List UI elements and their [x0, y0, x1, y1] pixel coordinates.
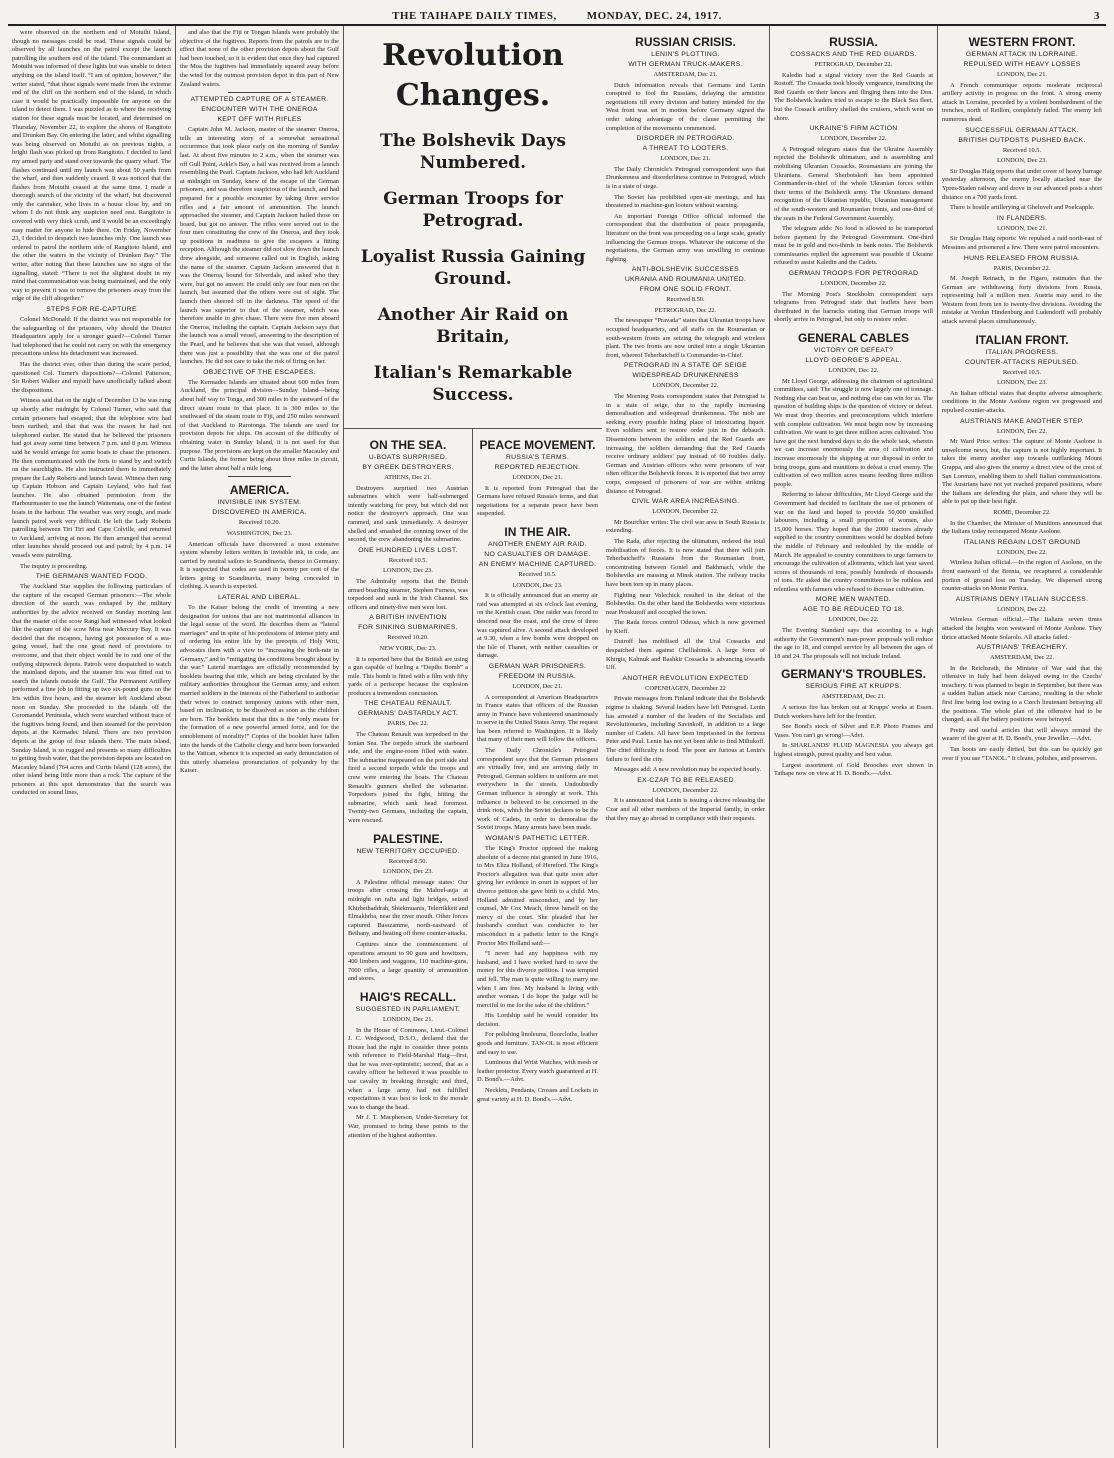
subheading: ITALIANS REGAIN LOST GROUND	[963, 538, 1081, 546]
dateline: LONDON, Dec 22.	[996, 427, 1048, 435]
dateline: LONDON, Dec 23.	[996, 157, 1048, 165]
divider	[228, 476, 292, 477]
received-time: Received 10.5.	[518, 570, 557, 578]
dateline: ATHENS, Dec 21.	[384, 474, 432, 481]
article-text: M. Joseph Reinach, in the Figaro, estimates that the German are withdrawing forty divisions from Russia, representing half a million men. Austria may send to the Western front from ten to twenty-five divisions. Avoiding the mistake at Verdun Hindenburg and Ludendorff will probably attack several places simultaneously.	[942, 275, 1102, 326]
received-time: Received 8.50.	[666, 296, 705, 304]
subheading: BRITISH OUTPOSTS PUSHED BACK.	[958, 136, 1086, 144]
subheading: OBJECTIVE OF THE ESCAPEES.	[203, 368, 316, 376]
column-5	[602, 26, 770, 1448]
dateline: LONDON, Dec 21.	[996, 71, 1048, 78]
subheading: A BRITISH INVENTION	[369, 614, 447, 622]
subheading: WOMAN'S PATHETIC LETTER.	[485, 835, 590, 842]
column-1	[8, 26, 176, 1448]
dateline: AMSTERDAM, Dec 22.	[990, 654, 1054, 662]
article-text: A Petrograd telegram states that the Ukraine Assembly rejected the Bolshevik ultimatum, and is assembling and mobilising Ukranian Cossacks. Roumanians are joining the Ukranians. General Sherbotskoff has been appointed Commander-in-chief of the whole Ukranian forces within their terms of the Bolshevik army. The Ukranians demand recognition of the Ukranian republic, Ukranian management of the south-western and Roumanian fronts, and one-third of the seats in the Federal Government Assembly.	[774, 145, 933, 222]
masthead	[8, 8, 1106, 26]
dateline: WASHINGTON, Dec 23.	[226, 529, 293, 537]
article-text: The Rada forces control Odessa, which is now governed by Kieff.	[606, 619, 765, 635]
headline-line: Loyalist Russia Gaining Ground.	[360, 247, 586, 289]
article-text: The King's Proctor opposed the making absolute of a decree nisi granted in June 1916, to Mrs Eliza Holland, of Hereford. The King's Proctor's allegation was that quite soon after giving her evidence in court in support of her divorce petition she gave birth to a child. Mrs Holland admitted misconduct, and by her counsel, Mr Cox Meach, threw herself on the mercy of the court. She pleaded that her husband's conduct was conducive to her misconduct in a pathetic letter to the King's Proctor Mrs Holland said:—	[477, 845, 598, 947]
dateline: LONDON, Dec 22.	[828, 616, 879, 624]
article-text: The Daily Chronicle's Petrograd correspondent says that Drunkenness and disorderliness continue in Petrograd, which is in a state of siege.	[606, 165, 765, 190]
subheading: WIDESPREAD DRUNKENNESS	[632, 372, 739, 380]
dateline: PARIS, December 22.	[993, 264, 1051, 272]
article-text: Mr Bourchier writes: The civil war area in South Russia is extending.	[606, 518, 765, 535]
article-text: Mr Lloyd George, addressing the chairmen of agricultural committees, said: The struggle is now largely one of tonnage. Nothing else can beat us, and nothing else can win for us. The question of building ships is the question of victory or defeat. We must drop theories and preconceptions which interfere with complete cultivation. We must begin now by increasing cultivation. We want to get three million acres cultivated. You have got the next hundred days to do the whole task, wherein we can increase enormously the area of cultivation and increase enormously the shipping at our disposal in order to bring troops, guns and munitions to defeat a cruel enemy. The cultivation of two million acres means feeding three million people.	[774, 377, 933, 488]
divider	[228, 92, 292, 93]
article-text: It is announced that Lenin is issuing a decree releasing the Czar and all other members of the Imperial family, in order that they may go abroad in compliance with their requests.	[606, 797, 765, 822]
article-text: Destroyers surprised two Austrian submarines which were half-submerged intently watching for prey, but which did not notice the destroyer's approach. One was rammed, and sank immediately. A destroyer shelled and smashed the conning tower of the second, the crew abandoning the submarine.	[348, 484, 468, 544]
subheading: GERMAN ATTACK IN LORRAINE.	[965, 51, 1079, 58]
article-text: The Chateau Renault was torpedoed in the Ionian Sea. The torpedo struck the starboard side, and the engine-room filled with water. The submarine reappeared on the port side and fired a second torpedo while the troops and crew were entering the boats. The Chateau Renault's gunners shelled the submarine. Torpedoers joined the fight, hitting the submarine, which sank head foremost. Twenty-two Germans, including the captain, were rescued.	[348, 731, 468, 824]
subheading: SERIOUS FIRE AT KRUPPS.	[805, 683, 902, 691]
section-heading: RUSSIAN CRISIS.	[635, 35, 736, 49]
article-text: Wireless German official.—The Italians seven times attacked the heights won westward of Monte Asolone. They thrice attacked Monte Solarolo. All attacks failed.	[942, 616, 1102, 641]
article-text: In the Chamber, the Minister of Munitions announced that the Italians today reconquered Monte Asolone.	[942, 519, 1102, 536]
article-text: His Lordship said he would consider his decision.	[477, 1012, 598, 1028]
column-2	[176, 26, 344, 1448]
advert-text: Largest assortment of Gold Brooches ever shown in Taihape now on view at H. D. Bond's.—Advt.	[774, 761, 933, 778]
article-text: In the House of Commons, Lieut.-Colonel J. C. Wedgwood, D.S.O., declared that the House had the right to consider three points with reference to Field-Marshal Haig—first, that he was over-optimistic; second, that as a cavalry officer he believed it was possible to use cavalry in breaking through; and third, when a large army had not fulfilled expectations it was best to look to the morale was to change the head.	[348, 1026, 468, 1111]
advert-text: Necklets, Pendants, Crosses and Lockets in great variety at H. D. Bond's.—Advt.	[477, 1087, 598, 1103]
subheading: ITALIAN PROGRESS.	[985, 348, 1059, 356]
headline-line: Italian's Remarkable Success.	[373, 363, 573, 405]
advert-text: In SHARLANDS' FLUID MAGNESIA you always get highest strength, purest quality and best value.	[774, 742, 933, 758]
subheading: FOR SINKING SUBMARINES.	[358, 624, 458, 632]
subheading: HUNS RELEASED FROM RUSSIA.	[963, 254, 1081, 262]
dateline: LONDON, Dec 22.	[996, 605, 1048, 613]
centre-columns	[344, 429, 602, 1448]
subheading: VICTORY OR DEFEAT?	[813, 347, 894, 355]
subheading: REPULSED WITH HEAVY LOSSES	[963, 61, 1081, 68]
section-heading: WESTERN FRONT.	[968, 35, 1076, 49]
subheading: AUSTRIANS' TREACHERY.	[976, 644, 1068, 652]
dateline: LONDON, Dec 21.	[512, 474, 563, 481]
section-heading: GERMANY'S TROUBLES.	[781, 667, 926, 682]
subheading: ENCOUNTER WITH THE ONEROA	[201, 106, 318, 114]
dateline: LONDON, December 22.	[820, 135, 887, 143]
dateline: PETROGRAD, Dec 22.	[654, 306, 717, 314]
article-text: An important Foreign Office official informed the correspondent that the distribution of peace propaganda, literature on the front was proceeding on a large scale, greatly influencing the German troops. Whatever the outcome of the negotiations, the German army was unwilling to continue fighting.	[606, 212, 765, 263]
section-heading: IN THE AIR.	[504, 524, 571, 539]
article-text: The Morning Posts correspondent states that Petrograd is in a state of seige, due to the rapidly increasing demoralisation and widespread drunkenness. The mob are seeking every possible hiding place of intoxicating liquor. Even soldiers sent to restore order join in the debauch. Dissensions between the soldiers and the Red Guards are increasing, the soldiers demanding that the Red Guards receive ordinary soldiers' pay instead of 60 roubles daily. German and Austrian officers who were prisoners of war often officer the Bolshevik forces. It is reported that two army corps, composed of prisoners of war are within striking distance of Petrograd.	[606, 393, 765, 495]
subheading: LENIN'S PLOTTING.	[651, 51, 720, 58]
article-text: A French communique reports moderate reciprocal artillery activity in progress on the front. A strong enemy attack in Lorraine, preceded by a violent bombardment of the trenches, north of Reillon, completely failed. The enemy left numerous dead.	[942, 81, 1102, 123]
column-3	[344, 429, 473, 1448]
subheading: UKRANIA AND ROUMANIA UNITED.	[624, 276, 747, 284]
subheading: DISORDER IN PETROGRAD.	[636, 135, 735, 143]
article-text: Private messages from Finland indicate that the Bolshevik regime is shaking. Several leaders have left Petrograd. Lenin has arrested a number of the leaders of the Socialists and Revolutionaries, including Savinkoff, in addition to a large number of Cadets. All have been imprisoned in the fortress Peter and Paul. Lenin has not yet been able to find Miliukoff. The chief difficulty is food. The poor are furious at Lenin's failure to feed the city.	[606, 695, 765, 763]
article-text: The Admiralty reports that the British armed boarding steamer, Stephen Furness, was torpedoed and sunk in the Irish Channel. Six officers and ninety-five men were lost.	[348, 577, 468, 611]
article-text: Sir Douglas Haig reports: We repulsed a raid north-east of Messines and prisonered a few. There were patrol encounters.	[942, 235, 1102, 251]
subheading: GERMAN WAR PRISONERS.	[488, 662, 587, 670]
dateline: LONDON, December 22.	[820, 280, 887, 288]
article-text: The Morning Post's Stockholm correspondent says telegrams from Petrograd state that leaflets have been distributed in the barracks stating that German troops will shortly arrive in Petrograd, but only to restore order.	[774, 290, 933, 324]
subheading: ONE HUNDRED LIVES LOST.	[358, 546, 458, 554]
article-text: Captain John M. Jackson, master of the steamer Oneroa, tells an interesting story of a somewhat sensational occurrence that took place early on the morning of Sunday last. At about five minutes to 2 a.m., when the steamer was off Gull Point, Arkle's Bay, a hail was received from a launch resembling the Pearl. Captain Jackson, who had left Auckland at midnight on Sunday, knew of the escape of the German prisoners, and was therefore suspicious of the launch, and had prepared for a possible encounter by taking three service rifles and a fair amount of ammunition. The launch approached the steamer, and Captain Jackson hailed those on board, but got no answer. The rifles were served out to the four men constituting the crew of the Oneroa, and they took up positions in readiness to give the escapees a fitting reception. Although the steamer did not slow down the launch drew alongside, and someone called out in English, asking the name of the steamer. Captain Jackson answered that it was the Oneroa, bound for Silverdale, and asked who they were, but got no answer. He could only see four men on the launch, but assumed that the others were out of sight. The launch then sheered off in the darkness. The speed of the launch was superior to that of the steamer, which was therefore unable to give chase. There were five men aboard the Oneroa, including the captain. Captain Jackson says that the launch was a small vessel, answering to the description of the Pearl, and he believes that she was that vessel, although there was just a possibility that she was one of the patrol launches. He did not care to take the risk of firing on her.	[180, 126, 339, 366]
subheading: THE CHATEAU RENAULT.	[364, 700, 452, 708]
section-heading: HAIG'S RECALL.	[359, 989, 457, 1004]
subheading: ANOTHER REVOLUTION EXPECTED	[622, 674, 749, 682]
article-text: It is reported from Petrograd that the Germans have refused Russia's terms, and that negotiations for a separate peace have been suspended.	[477, 484, 598, 518]
article-text: In the Reichsrath, the Minister of War said that the offensive in Italy had been delayed owing to the Czechs' treachery. It was planned to begin in September, but there was a sudden Italian attack near Carcano, resulting in the whole first line being lost owing to a Czech lieutenant betraying all the positions. The whole plan of the offensive had to be changed, as all the battery positions were betrayed.	[942, 664, 1102, 724]
article-text: It is reported here that the British are using a gun capable of hurling a “Depths Bomb” a mile. This bomb is fitted with a film with fifty yards of a periscope because the explosion produces a tremendous concussion.	[348, 655, 468, 697]
subheading: FROM ONE SOLID FRONT.	[639, 286, 732, 294]
subheading: SUGGESTED IN PARLIAMENT.	[355, 1005, 461, 1013]
article-text: Mr J. T. Macpherson, Under-Secretary for War, promised to bring these points to the attention of the highest authorities.	[348, 1114, 468, 1139]
article-text: Referring to labour difficulties, Mr Lloyd George said the Government had decided to facilitate the use of prisoners of war on the land and hoped to provide 50,000 unskilled labourers, including a small proportion of women, also 15,000 horses. They hoped that the 2000 tractors already supplied to the country committees would be doubled before the middle of February and redoubled by the middle of March. He appealed to country committees to urge farmers to encourage the cultivation of allotments, which last year saved scores of thousands of tons, possibly hundreds of thousands of tons. He asked the country committees to be ruthless and relentless with farmers who refused to increase cultivation.	[774, 491, 933, 593]
dateline: PARIS, Dec 22.	[387, 720, 429, 728]
article-text: Witness said that on the night of December 13 he was rung up shortly after midnight by Colonel Turner, who said that certain prisoners had escaped; that the telephone wire had been earthed; and that that was the reason he had not telephoned earlier. He stated that he believed the prisoners had got away some time between 7 p.m. and 8 p.m. Witness said he would arrange for some boats to chase the prisoners. He then communicated with the forts to stand by and switch on the searchlights. He also instructed them to immediately prepare the Lady Roberts and launch Iawai. Witness then rang up Captain Hobson and Captain Leyland, who had fast launches. He also obtained permission from the Harbourmaster to use the launch Waitemata, one of the fastest boats in the harbour. The weather was very rough, and made launch patrol work very difficult. He left the Lady Roberts patrolling between Tiri Tiri and Cape Colville, and returned to Auckland, arriving at noon. He then arranged that several other launches should proceed out and patrol; by 4 p.m. 14 vessels were patrolling.	[12, 397, 171, 560]
headline-banner	[344, 26, 602, 429]
advert-text: Pretty and useful articles that will always remind the wearer of the giver at H. D. Bond's, your Jeweller.—Advt.	[942, 726, 1102, 743]
dateline: LONDON, Dec 21.	[996, 224, 1048, 232]
headline-line: German Troops for Petrograd.	[383, 189, 563, 231]
subheading: A THREAT TO LOOTERS.	[642, 145, 729, 153]
subheading: WITH GERMAN TRUCK-MAKERS.	[628, 61, 743, 68]
dateline: LONDON, Dec 21.	[382, 1015, 434, 1023]
dateline: LONDON, Dec 22.	[996, 548, 1048, 556]
article-text: Captures since the commencement of operations amount to 90 guns and howitzers, 400 limbers and waggons, 110 machine-guns, 7000 rifles, a large quantity of ammunition and stores.	[348, 940, 468, 983]
subheading: NO CASUALTIES OR DAMAGE.	[484, 550, 591, 558]
article-text: Mr Ward Price writes: The capture of Monte Asolone is unwelcome news, but, the capture is not highly important. It takes the enemy another step towards outflanking Mount Grappa, and also gives the enemy a direct view of the crest of San Lorenzo, enabling them to shell Italian communications. The Austrians have not yet reached prepared positions, where the Italians are defending the plain, and where they will be able to put up their best fight.	[942, 438, 1102, 506]
section-heading: ITALIAN FRONT.	[975, 332, 1069, 347]
dateline: LONDON, Dec 23.	[996, 379, 1048, 387]
subheading: AUSTRIANS MAKE ANOTHER STEP.	[960, 417, 1084, 425]
received-time: Received 8.50.	[388, 857, 428, 865]
article-text: Messages add: A new revolution may be expected hourly.	[614, 766, 762, 774]
article-text: Fighting near Volechick resulted in the defeat of the Bolsheviks. On the other hand the Bolsheviks were victorious near Proskuroff and occupied the town.	[606, 591, 765, 616]
subheading: IN FLANDERS.	[996, 214, 1048, 222]
article-text: A serious fire has broken out at Krupps' works at Essen. Dutch workers have left for the frontier.	[774, 704, 933, 720]
subheading: UKRAINE'S FIRM ACTION	[809, 125, 898, 133]
article-text: It is officially announced that an enemy air raid was attempted at six o'clock last evening, on the Kentish coast. One raider was forced to descend near the coast, and the crew of three was captured alive. A second attack developed at 9.30, when a few bombs were dropped on the Isle of Thanet, with neither casualties or damage.	[477, 592, 598, 660]
article-text: Dutch information reveals that Germans and Lenin conspired to fool the Russians, delaying the armistice negotiations till every division and battery intended for the West front was set in motion before Germany signed the order taking advantage of the clause permitting the completion of the movements commenced.	[606, 81, 765, 132]
article-text: The Soviet has prohibited open-air meetings, and has threatened to machine-gun looters without warning.	[606, 193, 765, 210]
dateline: NEW YORK, Dec 23.	[379, 644, 437, 652]
subheading: ANOTHER ENEMY AIR RAID.	[488, 540, 587, 548]
subheading: MORE MEN WANTED.	[815, 596, 892, 604]
article-text: To the Kaiser belong the credit of inventing a new designation for unions that are not matrimonial alliances in the legal sense of the word. He describes them as “lateral marriages” and in spite of his professions of intense piety and of ordering his entire life by the precepts of Holy Writ, advocates them with a view to “increasing the birth-rate in Germany,” and to “mitigating the conditions brought about by the war.” Lateral marriages are officially recommended by booklets bearing that title, which are being circulated by the military authorities throughout the German army, and exhort married soldiers in the interests of the Fatherland to authorise their wives to contract temporary unions with other men, based on inclination, to be dissolved as soon as the children are born. The booklets insist that this is the “only means for the formation of a new powerful armed force, and for the ennoblement of morality!” Copies of the booklet have fallen into the hands of the Catholic clergy and have been forwarded to the Vatican, whence it is expected an early denunciation of this utterly shameless pronunciation of polyandry by the Kaiser.	[180, 604, 339, 775]
advert-text: Tan boots are easily dirtied, but this can be quickly got over if you use “TANOL.” It cleans, polishes, and preserves.	[942, 746, 1102, 762]
article-text: The telegram adds: No food is allowed to be transported before payment by the Petrograd Government. One-third must be in gold and two-thirds in bank notes. The Bolshevik commissaries replied the agreement was possible if Ukraine refused to assist Kaledin and the Cadets.	[774, 225, 933, 267]
dateline: LONDON, Dec 21.	[660, 155, 711, 163]
subheading: RUSSIA'S TERMS.	[505, 454, 570, 461]
headline-line: Another Air Raid on Britain,	[377, 305, 569, 347]
dateline: LONDON, December 22.	[652, 382, 719, 390]
subheading: NEW TERRITORY OCCUPIED.	[356, 847, 460, 855]
dateline: LONDON, Dec 23.	[512, 581, 563, 589]
dateline: LONDON, Dec 21.	[512, 682, 563, 690]
received-time: Received 10.5.	[388, 556, 428, 564]
section-heading: AMERICA.	[229, 483, 290, 498]
article-text: were observed on the northern end of Motuihi Island, though no messages could be read. These signals could be observed by all launches on the patrol except the launch patrolling the southern end of the island. The commandant at Motuihi was informed of these lights but was unable to detect anything on the island itself. “I am of opinion, however,” the writer stated, “that these signals were made from the extreme end of the cliff on the northern end of the island, in which case it would be practically impossible for anyone on the island to detect them. I was puzzled as to where the receiving station for these signals must be located, and determined on Thursday, November 22, to explore the shores of Rangitoto and Drunken Bay. On entering the latter, and whilst signalling was being observed on Motuihi as on previous nights, a bright flash was picked up from Rangitoto. I decided to land my armed party and stand over towards the quarry wharf. The flashes continued until my launch was about 50 yards from the wharf, and then suddenly ceased. It was noticed that the flashes from Motuihi ceased at the same time. I made a thorough search of the vicinity of the wharf, but discovered only the caretaker, who lives in a house close by, and on whom I do not think any suspicion need rest. Rangitoto is covered with very thick scrub, and it would be an exceedingly easy matter for anyone to hide there. On Friday, November 23, I decided to despatch two launches only. One launch was ordered to patrol the northern side of Rangitoto Island, and the other the waters in the vicinity of Drunken Bay.” The writer, after noting that these launches saw no signs of the signalling, stated: “There is not the slightest doubt in my mind that communication was being maintained, and the only way to prevent it was to remove the prisoners away from the edge of the cliff altogether.”	[12, 29, 171, 303]
page-number: 3	[1094, 10, 1100, 22]
received-time: Received 10.20.	[387, 634, 429, 642]
subheading: U-BOATS SURPRISED.	[368, 454, 448, 461]
subheading: CIVIL WAR AREA INCREASING.	[631, 498, 740, 506]
article-text: Sir Douglas Haig reports that under cover of heavy barrage yesterday afternoon, the enemy locally attacked near the Ypres-Staden railway and drove in our advanced posts a short distance on a 700 yards front.	[942, 167, 1102, 201]
subheading: LATERAL AND LIBERAL.	[217, 594, 302, 602]
article-text: Wireless Italian official.—In the region of Asolone, on the front eastward of the Brenta, we recaptured a considerable portion of ground lost on Tuesday. We dispersed strong counter-attacks on Monte Pertica.	[942, 559, 1102, 593]
advert-text: For polishing linoleums, floorcloths, leather goods and furniture. TAN-OL is most efficient and easy to use.	[477, 1031, 598, 1056]
subheading: AN ENEMY MACHINE CAPTURED.	[478, 560, 597, 568]
section-heading: PALESTINE.	[373, 831, 443, 846]
paper-name: THE TAIHAPE DAILY TIMES,	[392, 10, 557, 22]
dateline: AMSTERDAM, Dec 21.	[821, 693, 886, 701]
subheading: THE GERMANS WANTED FOOD.	[35, 573, 148, 581]
subheading: INVISIBLE INK SYSTEM.	[217, 499, 302, 507]
article-text: The newspaper “Pravada” states that Ukranian troops have occupied headquarters, and all staffs on the Roumanian or south-western fronts are seizing the telegraph and wireless plant. The two fronts are now united into a single Ukranian front, whereof Teherbatcheff is Commander-in-Chief.	[606, 317, 765, 359]
columns	[8, 26, 1106, 1448]
subheading: GERMAN TROOPS FOR PETROGRAD	[788, 270, 919, 278]
section-heading: RUSSIA.	[829, 35, 878, 49]
subheading: DISCOVERED IN AMERICA.	[212, 509, 307, 517]
dateline: AMSTERDAM, Dec 21.	[653, 71, 718, 78]
subheading: BY GREEK DESTROYERS.	[362, 464, 454, 471]
subheading: LLOYD GEORGE'S APPEAL.	[805, 357, 902, 365]
subheading: EX-CZAR TO BE RELEASED	[637, 776, 734, 784]
article-text: The Evening Standard says that according to a high authority the Government's man-power proposals will reduce the age to 18, and compel service by all between the ages of 18 and 24. The proposals will not include Ireland.	[774, 627, 933, 660]
section-heading: ON THE SEA.	[369, 438, 447, 452]
dateline: LONDON, December 22.	[652, 508, 719, 516]
article-text: Colonel McDonald: If the district was not responsible for the safeguarding of the prisoners, why should the District Headquarters apply for a stronger guard?—Colonel Turner had telephoned that he could not carry on with the emergency precautions unless his detachment was increased.	[12, 316, 171, 358]
dateline: LONDON, Dec 23.	[382, 567, 434, 575]
article-text: The inquiry is proceeding.	[20, 562, 88, 570]
article-text: An Italian official states that despite adverse atmospheric conditions in the Monte Asolone region we progressed and repulsed counter-attacks.	[942, 389, 1102, 415]
centre-block	[344, 26, 602, 1448]
issue-date: MONDAY, DEC. 24, 1917.	[586, 10, 722, 22]
section-heading: GENERAL CABLES	[797, 331, 910, 346]
column-6	[770, 26, 938, 1448]
dateline: LONDON, Dec 23.	[382, 868, 434, 876]
column-4	[473, 429, 602, 1448]
column-7	[938, 26, 1106, 1448]
article-text: American officials have discovered a most extensive system whereby letters written in invisible ink, in code, are carried by neutral sailors to Scandinavia, thence to Germany. It is suspected that codes are used in twenty per cent of the letters going to Scandinavia, many being concealed in clothing. A search is expected.	[180, 540, 339, 591]
subheading: REPORTED REJECTION.	[494, 464, 581, 471]
article-text: The Rada, after rejecting the ultimatum, ordered the total mobilisation of forces. It is now stated that there will join Teherbatcheff's Russians from the Roumanian front, concentrating between Goniel and Bakhmach, while the Bolsheviks are massing at Minsk station. The railway tracks have been torn up in many places.	[606, 537, 765, 588]
subheading: PETROGRAD IN A STATE OF SEIGE	[624, 362, 747, 370]
dateline: ROME, December 22.	[993, 508, 1051, 516]
advert-text: See Bond's stock of Silver and E.P. Photo Frames and Vases. You can't go wrong!—Advt.	[774, 723, 933, 739]
article-text: and also that the Fiji or Tongan Islands were probably the objective of the fugitives. Reports from the patrols are to the effect that none of the other provision depots about the Gulf had been touched, so it is evident that once they had captured the Moa the fugitives had immediately squared away before the wind for the outmost provision depot in this part of New Zealand waters.	[180, 29, 339, 88]
dateline: LONDON, December 22.	[652, 786, 719, 794]
subheading: ANTI-BOLSHEVIK SUCCESSES	[631, 266, 740, 274]
received-time: Received 10.5.	[1002, 368, 1042, 376]
advert-text: Luminous dial Wrist Watches, with mesh or leather protector. Every watch guaranteed at H. D. Bond's.—Advt.	[477, 1059, 598, 1084]
subheading: KEPT OFF WITH RIFLES	[217, 116, 302, 124]
subheading: COUNTER-ATTACKS REPULSED.	[964, 358, 1080, 366]
article-text: “I never had any happiness with my husband, and I have worked hard to save the money for this divorce petition. I was tempted and fell. The man is quite willing to marry me when I am free. My husband is living with another woman. I do hope the judge will be merciful to me for the sake of the children.”	[477, 950, 598, 1009]
article-text: Has the district ever, other than during the scare period, questioned Col. Turner's dispositions?—Colonel Patterson, Sir Robert Walker and myself have unofficially talked about the dispositions.	[12, 360, 171, 394]
dateline: PETROGRAD, December 22.	[814, 61, 893, 68]
subheading: STEPS FOR RE-CAPTURE	[46, 306, 137, 313]
headline-main: Revolution Changes.	[382, 38, 564, 113]
article-text: The Kermadec Islands are situated about 600 miles from Auckland, the principal division—Sunday Island—being about half way to Tonga, and 300 miles to the eastward of the direct steam route to that place. It is 300 miles to the southward of the steam route to Fiji, and 250 miles westward of that Auckland to Rarotonga. The islands are used for provision depots for ships. On account of the difficulty of obtaining water in Sunday Island, it is not used for that purpose. The provisions are kept on the smaller Macauley and Curtis Islands, the former being about three miles in circuit, and the latter about half a mile long.	[180, 378, 339, 472]
section-heading: PEACE MOVEMENT.	[479, 438, 596, 452]
article-text: The Daily Chronicle's Petrograd correspondent says that the German prisoners are virtually free, and are arriving daily in Petrograd. German soldiers in uniform are met everywhere in the streets. Undoubtedly German influence is strongly at work. This influence is believed to be concerned in the drink riots, which the Soviet declares to be the work of Cadets, in order to demoralise the Soviet troops. Many arrests have been made.	[477, 747, 598, 832]
subheading: AGE TO BE REDUCED TO 18.	[802, 606, 905, 614]
subheading: AUSTRIANS DENY ITALIAN SUCCESS.	[955, 595, 1089, 603]
article-text: A correspondent at American Headquarters in France states that officers of the Russian army in France have volunteered unanimously to serve in the United States Army. The request has been referred to Washington. It is likely that many of their men will follow the officers.	[477, 693, 598, 744]
subheading: ATTEMPTED CAPTURE OF A STEAMER.	[190, 96, 329, 104]
article-text: A Palestine official message states: Our troops after crossing the Mahrel-auja at midnight on rafts and light bridges, seized Khirbethaddrah, Shiekmuanis, Telerrikkeit and Elmakhrba, near the river mouth. Other forces captured Basszamme, north-eastward of Bethany, and beating off three counter-attacks.	[348, 878, 468, 938]
subheading: COSSACKS AND THE RED GUARDS.	[790, 51, 917, 58]
headline-line: The Bolshevik Days Numbered.	[380, 131, 566, 173]
article-text: Kaledin had a signal victory over the Red Guards at Rostoff. The Cossacks took bloody vengeance, transfixing the Red Guards on their lances and flinging them into the Don. The Bolshevik leaders tried to escape to the Black Sea fleet, but the Cossack artillery shelled the cruisers, which went on shore.	[774, 71, 933, 122]
dateline: COPENHAGEN, December 22	[645, 684, 726, 692]
subheading: FREEDOM IN RUSSIA.	[498, 672, 577, 680]
received-time: Received 10.5.	[1002, 146, 1042, 154]
article-text: The Auckland Star supplies the following particulars of the capture of the escaped German prisoners:—The whole direction of the search was reshaped by the military authorities by the advice received on Sunday morning last that the master of the scow Rangi had witnessed what looked like the capture of the scow Moa near Mercury Bay. It was decided that the escapees, having got possession of a sea-going vessel, had the one great need of provisions to overcome, and that their object would be to raid one of the outlying shipwreck depots. Patrols were despatched to watch the mainland depots, and the steamer Iris was fitted out to search the islands outside the Gulf. The Permanent Artillery performed a fine job in fitting up two six-pound guns on the Iris within five hours, and the steamer left Auckland about noon on Sunday. She proceeded to the islands off the Coromandel Peninsula, which were searched without trace of the fugitives being found, and then steamed for the provision depots at the Kermadec Island. There are two provision depots at the group of four islands there. The main island, Sunday Island, is so rugged and presents so many difficulties to getting fresh water, that the provision depots are located on Macauley Island (764 acres and Curtis Island (128 acres), the other island being little more than a rock. The capture of the prisoners at this spot demonstrates that the search was conducted on sound lines,	[12, 583, 171, 797]
subheading: SUCCESSFUL GERMAN ATTACK.	[965, 126, 1079, 134]
subheading: GERMANS' DASTARDLY ACT.	[357, 710, 459, 718]
article-text: There is hostile artillerying at Gheluvelt and Poelcapple.	[950, 204, 1095, 212]
dateline: LONDON, Dec 22.	[828, 367, 879, 375]
received-time: Received 10.20.	[238, 519, 281, 527]
article-text: Dutroff has mobilised all the Ural Cossacks and despatched them against Chelliabinsk. A large force of Khirgis, Kalmuk and Bashkir Cossacks is advancing towards Uff.	[606, 638, 765, 672]
